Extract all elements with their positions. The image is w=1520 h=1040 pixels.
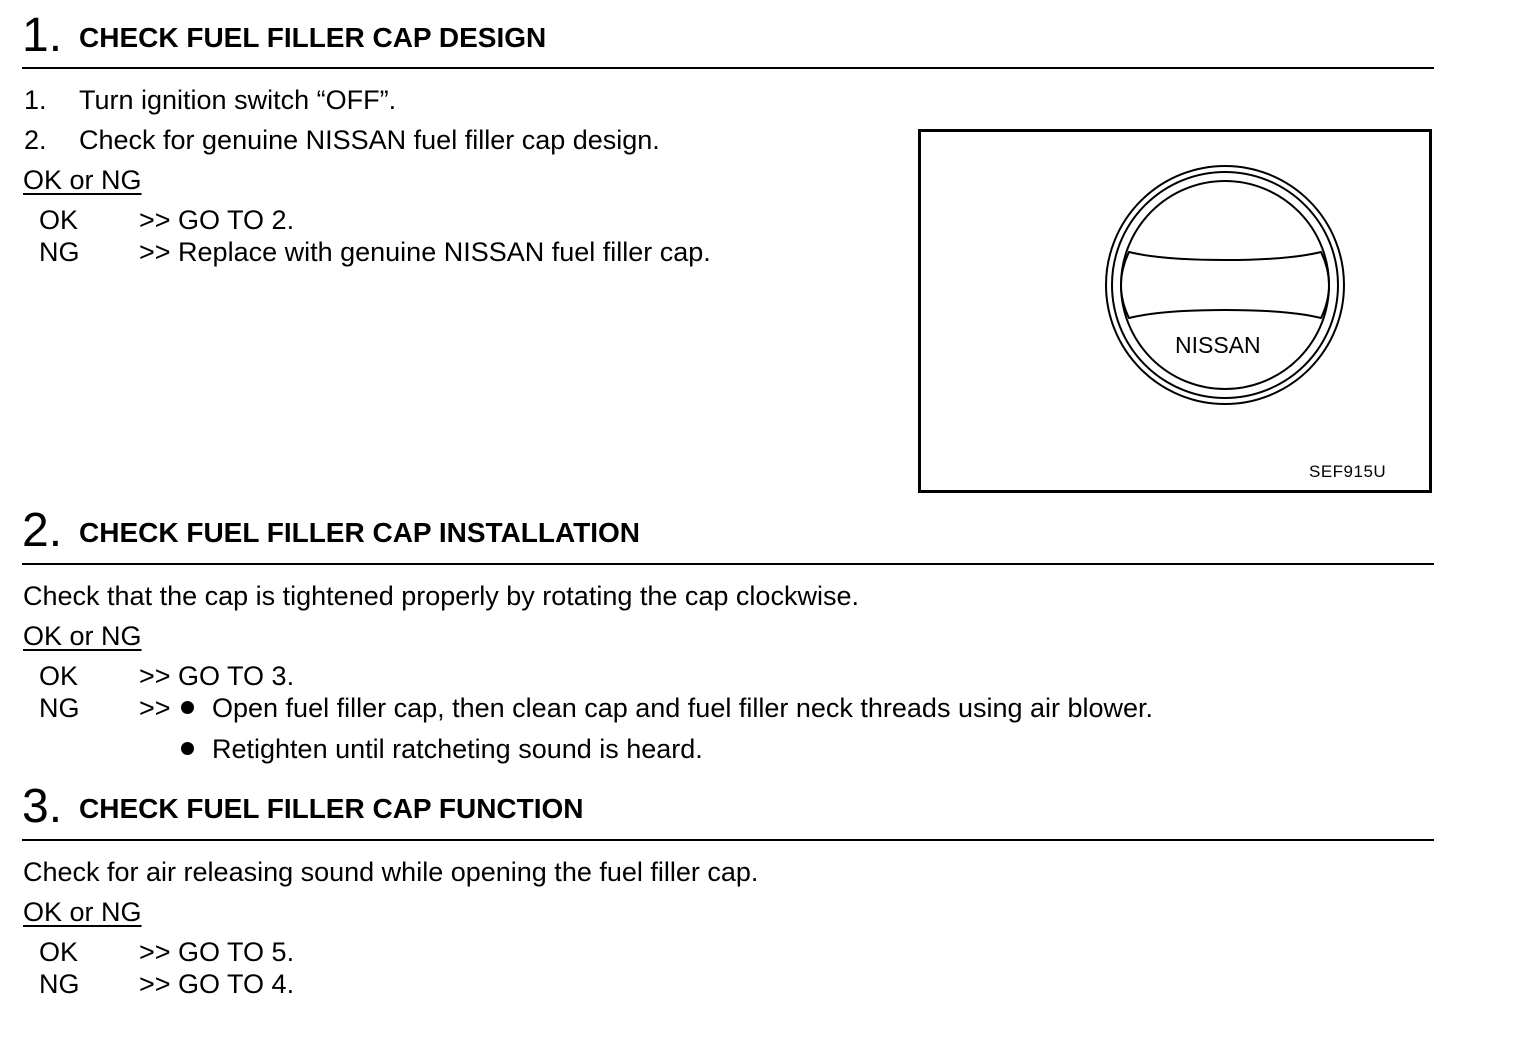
step-1-ng-label: NG — [39, 237, 80, 267]
step-1-divider — [22, 67, 1434, 69]
fuel-cap-icon — [921, 132, 1429, 490]
step-3-title: CHECK FUEL FILLER CAP FUNCTION — [79, 793, 584, 824]
step-2-title: CHECK FUEL FILLER CAP INSTALLATION — [79, 517, 641, 548]
step-1-ok-action: >> GO TO 2. — [139, 205, 295, 235]
step-3-ok-label: OK — [39, 937, 79, 967]
step-3-instruction: Check for air releasing sound while opening the fuel filler cap. — [23, 857, 759, 887]
step-1-ng-action: >> Replace with genuine NISSAN fuel filler cap. — [139, 237, 711, 267]
step-3-number: 3. — [22, 780, 63, 833]
step-2-ng-prefix: >> — [139, 693, 171, 723]
fuel-cap-figure — [918, 129, 1432, 493]
step-3-divider — [22, 839, 1434, 841]
step-1-ok-label: OK — [39, 205, 79, 235]
step-1-ok-or-ng: OK or NG — [23, 165, 142, 195]
step-1-title: CHECK FUEL FILLER CAP DESIGN — [79, 22, 547, 53]
step-1-instruction-1-number: 1. — [24, 85, 47, 115]
step-2-heading — [22, 504, 63, 557]
step-2-divider — [22, 563, 1434, 565]
step-2-ok-or-ng: OK or NG — [23, 621, 142, 651]
step-3-ng-label: NG — [39, 969, 80, 999]
step-1-number: 1. — [22, 9, 63, 62]
step-2-instruction: Check that the cap is tightened properly by rotating the cap clockwise. — [23, 581, 859, 611]
step-2-ng-bullet-2 — [181, 733, 703, 765]
step-3-ok-or-ng: OK or NG — [23, 897, 142, 927]
step-2-ok-label: OK — [39, 661, 79, 691]
step-2-ok-action: >> GO TO 3. — [139, 661, 295, 691]
step-2-ng-label: NG — [39, 693, 80, 723]
step-3-ok-action: >> GO TO 5. — [139, 937, 295, 967]
step-1-heading — [22, 9, 63, 62]
step-2-ng-bullet-2-text: Retighten until ratcheting sound is heard. — [212, 734, 703, 764]
step-2-ng-bullet-1-text: Open fuel filler cap, then clean cap and fuel filler neck threads using air blower. — [212, 693, 1154, 723]
step-1-instruction-2-text: Check for genuine NISSAN fuel filler cap design. — [79, 125, 660, 155]
step-3-heading — [22, 780, 63, 833]
figure-code: SEF915U — [1309, 462, 1387, 481]
step-2-number: 2. — [22, 504, 63, 557]
step-2-ng-bullet-1 — [181, 692, 1153, 724]
fuel-cap-brand: NISSAN — [1175, 332, 1261, 358]
step-3-ng-action: >> GO TO 4. — [139, 969, 295, 999]
step-1-instruction-1-text: Turn ignition switch “OFF”. — [79, 85, 397, 115]
bullet-icon — [181, 701, 194, 714]
bullet-icon — [181, 742, 194, 755]
step-1-instruction-2-number: 2. — [24, 125, 47, 155]
